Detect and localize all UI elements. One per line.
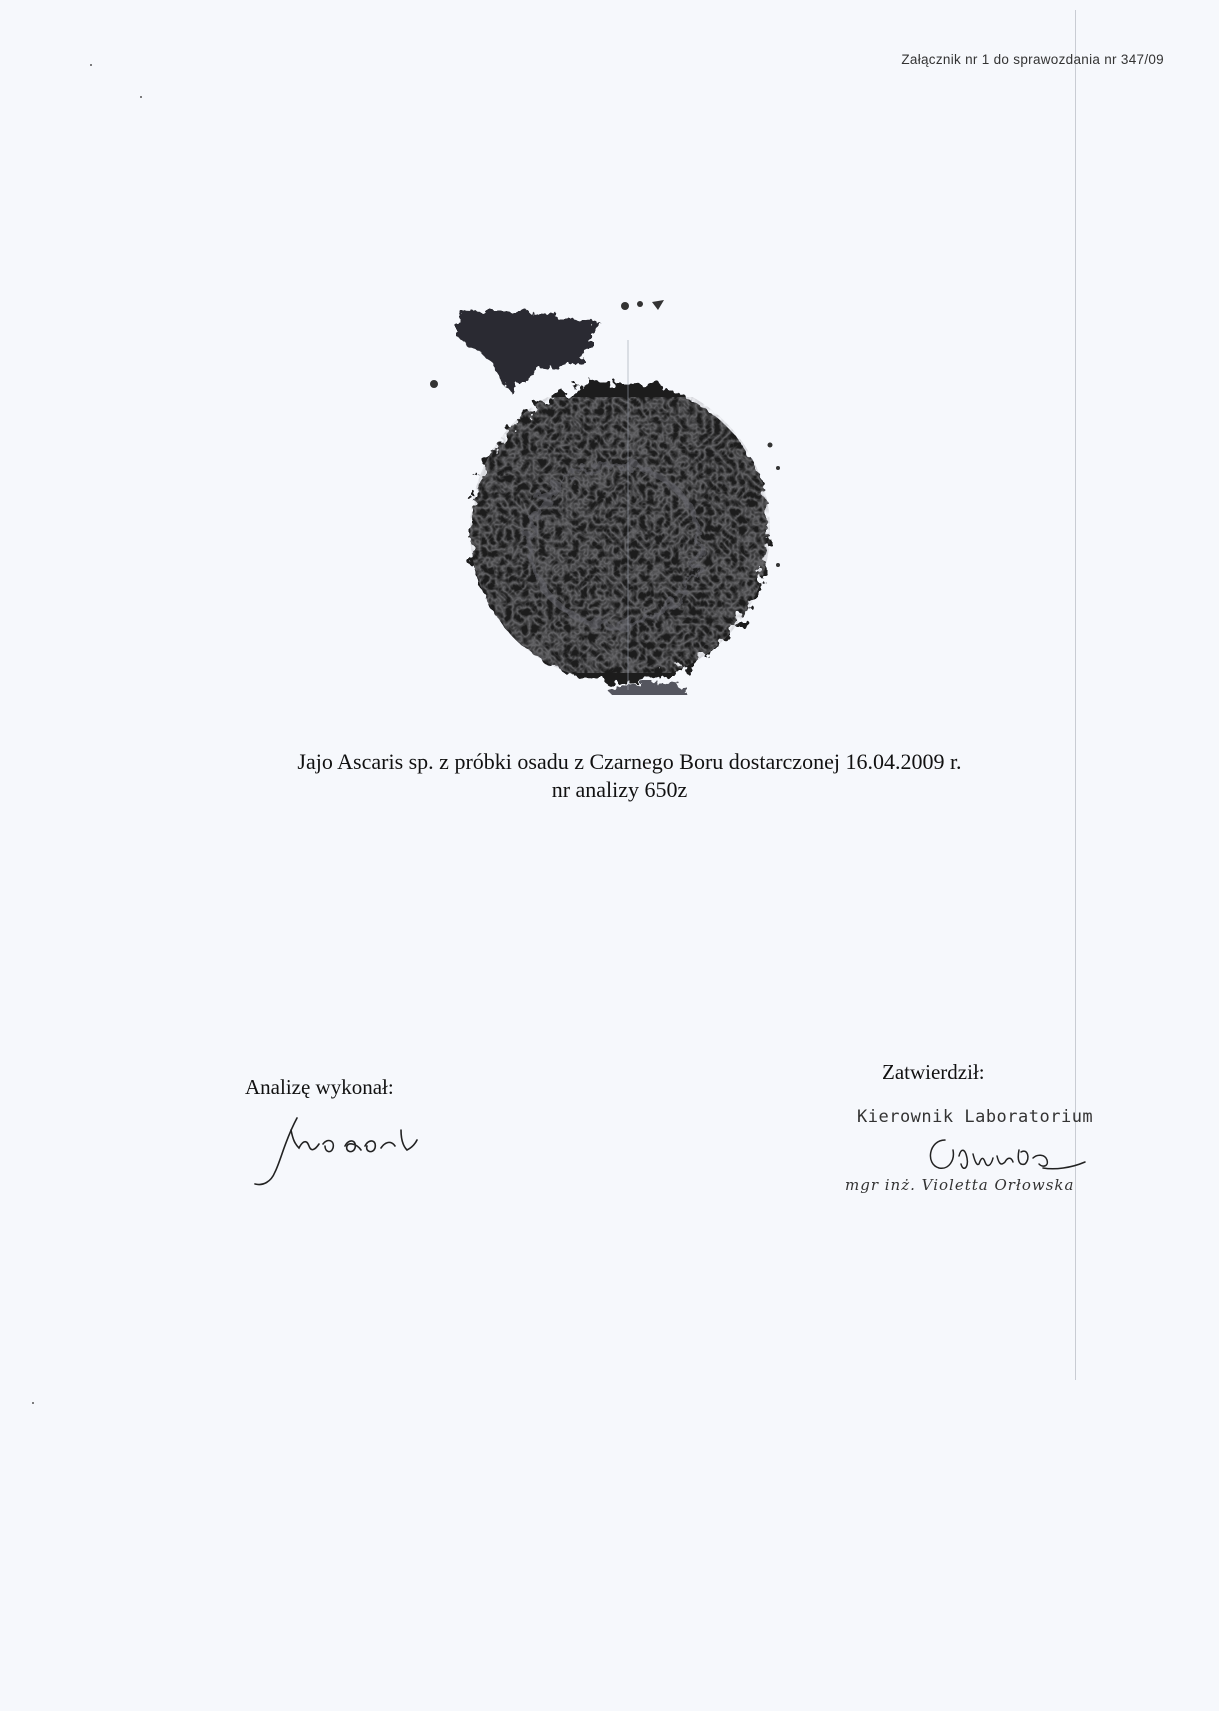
figure-caption (0, 748, 1219, 804)
ascaris-egg-micrograph (430, 300, 800, 695)
scan-speck (32, 1402, 34, 1404)
approved-by-label: Zatwierdził: (882, 1060, 985, 1084)
lab-head-signature (915, 1128, 1095, 1180)
caption-specimen-line: Jajo Ascaris sp. z próbki osadu z Czarnego Boru dostarczonej 16.04.2009 r. (297, 749, 962, 774)
stamp-lab-head-name: mgr inż. Violetta Orłowska (845, 1176, 1075, 1194)
performed-by-label: Analizę wykonał: (245, 1075, 394, 1099)
annex-header: Załącznik nr 1 do sprawozdania nr 347/09 (901, 52, 1164, 67)
scan-speck (140, 96, 142, 98)
scan-speck (90, 64, 92, 66)
stamp-lab-head-title: Kierownik Laboratorium (857, 1107, 1094, 1127)
analyst-signature (245, 1110, 445, 1190)
caption-analysis-number: nr analizy 650z (551, 777, 688, 802)
